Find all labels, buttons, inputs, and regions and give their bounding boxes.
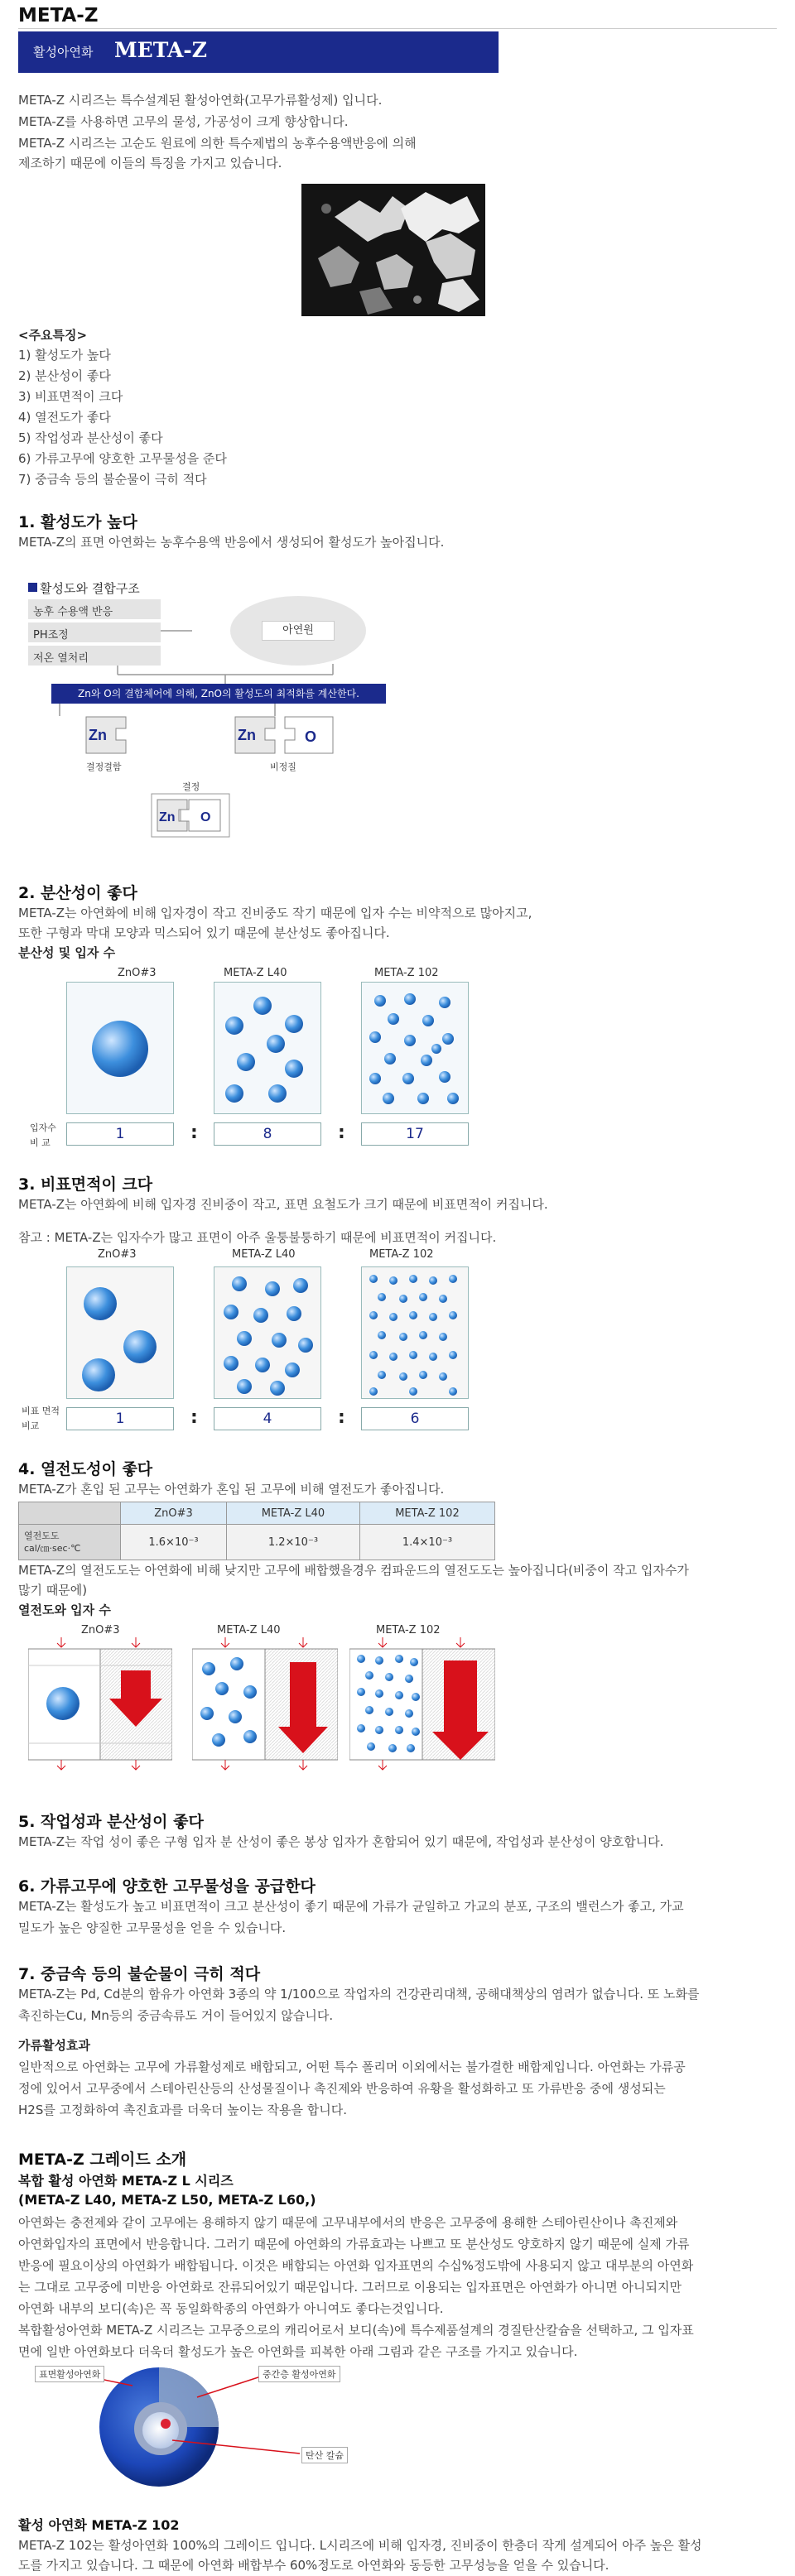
particle-sphere bbox=[67, 983, 173, 1113]
grade-desc: 반응에 필요이상의 아연화가 배합됩니다. 이것은 배합되는 아연화 입자표면의 수십%정도밖에 사용되지 않고 대부분의 아연화 bbox=[18, 2258, 694, 2273]
section-4-desc2: 많기 때문에) bbox=[18, 1583, 88, 1598]
section-7-desc2: 정에 있어서 고무중에서 스테아린산등의 산성물질이나 촉진제와 반응하여 유황을 활성화하고 또 가류반응 중에 생성되는 bbox=[18, 2081, 666, 2096]
ratio-value: 8 bbox=[214, 1122, 321, 1146]
label-amorphous: 비정질 bbox=[270, 762, 296, 772]
particle-box-l40 bbox=[214, 982, 321, 1114]
ratio-row-label: 입자수 bbox=[30, 1122, 56, 1133]
intro-line: 제조하기 때문에 이들의 특징을 가지고 있습니다. bbox=[18, 156, 282, 171]
grade-102-title: 활성 아연화 META-Z 102 bbox=[18, 2517, 180, 2533]
label-crystal-defect: 결정결함 bbox=[86, 762, 122, 772]
intro-line: META-Z 시리즈는 고순도 원료에 의한 특수제법의 농후수용액반응에 의해 bbox=[18, 136, 417, 151]
table-cell: 1.4×10⁻³ bbox=[359, 1525, 494, 1560]
feature-item: 1) 활성도가 높다 bbox=[18, 348, 111, 363]
ratio-value: 1 bbox=[66, 1122, 174, 1146]
grade-desc: 는 그대로 고무중에 미반응 아연화로 잔류되어있기 때문입니다. 그러므로 이용되는 입자표면은 아연화가 아니면 아니되지만 bbox=[18, 2280, 682, 2295]
thermal-box-l40 bbox=[192, 1637, 338, 1771]
svg-text:Zn: Zn bbox=[159, 810, 176, 824]
feature-item: 6) 가류고무에 양호한 고무물성을 준다 bbox=[18, 451, 227, 466]
svg-text:Zn: Zn bbox=[238, 727, 256, 743]
composite-particle-diagram bbox=[35, 2364, 416, 2488]
zinc-source-label: 아연원 bbox=[282, 624, 314, 637]
composite-sphere bbox=[35, 2364, 416, 2488]
page-title: META-Z bbox=[18, 5, 99, 26]
ratio-separator: : bbox=[190, 1122, 198, 1143]
section-3-desc: META-Z는 아연화에 비해 입자경 진비중이 작고, 표면 요철도가 크기 때문에 비표면적이 커집니다. bbox=[18, 1197, 548, 1212]
s2-label: ZnO#3 bbox=[118, 967, 157, 979]
ratio-separator: : bbox=[190, 1407, 198, 1428]
ratio-value: 17 bbox=[361, 1122, 469, 1146]
sphere-label-middle: 중간층 활성아연화 bbox=[258, 2366, 340, 2382]
grade-102-desc: META-Z 102는 활성아연화 100%의 그레이드 입니다. L시리즈에 비해 입자경, 진비중이 한층더 작게 설계되어 아주 높은 활성 bbox=[18, 2538, 702, 2553]
feature-item: 5) 작업성과 분산성이 좋다 bbox=[18, 430, 163, 445]
s4-label: META-Z L40 bbox=[217, 1624, 281, 1636]
diagram-title: 활성도와 결합구조 bbox=[40, 581, 140, 596]
section-6-desc: 밀도가 높은 양질한 고무물성을 얻을 수 있습니다. bbox=[18, 1920, 287, 1935]
ratio-value: 4 bbox=[214, 1407, 321, 1430]
title-underline bbox=[18, 28, 777, 29]
s4-label: META-Z 102 bbox=[376, 1624, 441, 1636]
section-6-desc: META-Z는 활성도가 높고 비표면적이 크고 분산성이 좋기 때문에 가류가 균일하고 가교의 분포, 구조의 밸런스가 좋고, 가교 bbox=[18, 1899, 684, 1914]
section-4-desc: META-Z가 혼입 된 고무는 아연화가 혼입 된 고무에 비해 열전도가 좋아집니다. bbox=[18, 1482, 445, 1497]
grade-title: META-Z 그레이드 소개 bbox=[18, 2151, 187, 2169]
s3-label: META-Z 102 bbox=[369, 1248, 434, 1261]
ratio-separator: : bbox=[338, 1407, 345, 1428]
section-3-note: 참고 : META-Z는 입자수가 많고 표면이 아주 울퉁불퉁하기 때문에 비표면적이 커집니다. bbox=[18, 1230, 497, 1245]
section-5-desc: META-Z는 작업 성이 좋은 구형 입자 분 산성이 좋은 봉상 입자가 혼합되어 있기 때문에, 작업성과 분산성이 양호합니다. bbox=[18, 1834, 664, 1849]
particle-spheres bbox=[214, 1267, 320, 1398]
zinc-source-ellipse bbox=[230, 596, 366, 666]
ratio-value: 6 bbox=[361, 1407, 469, 1430]
section-7-desc2: 일반적으로 아연화는 고무에 가류활성제로 배합되고, 어떤 특수 폴리머 이외에서는 불가결한 배합제입니다. 아연화는 가류공 bbox=[18, 2059, 686, 2074]
thermal-diagram bbox=[192, 1637, 338, 1771]
s2-label: META-Z 102 bbox=[374, 967, 439, 979]
section-7-sub: 가류활성효과 bbox=[18, 2038, 90, 2053]
s2-label: META-Z L40 bbox=[224, 967, 287, 979]
particle-spheres bbox=[362, 1267, 468, 1398]
diagram-banner bbox=[51, 684, 386, 704]
table-cell: 1.2×10⁻³ bbox=[226, 1525, 359, 1560]
micrograph-image bbox=[301, 184, 485, 316]
ratio-row-label: 비표 면적 bbox=[22, 1406, 60, 1416]
section-7-desc: 촉진하는Cu, Mn등의 중금속류도 거이 들어있지 않습니다. bbox=[18, 2008, 334, 2023]
thermal-diagram bbox=[28, 1637, 172, 1771]
table-header: META-Z L40 bbox=[226, 1502, 359, 1525]
particle-spheres bbox=[214, 983, 320, 1113]
amorphous-icon bbox=[234, 715, 341, 757]
section-4-desc2: META-Z의 열전도도는 아연화에 비해 낮지만 고무에 배합했을경우 컴파운드의 열전도도는 높아집니다(비중이 작고 입자수가 bbox=[18, 1563, 689, 1578]
intro-line: META-Z를 사용하면 고무의 물성, 가공성이 크게 향상합니다. bbox=[18, 114, 349, 129]
ratio-row-label: 비교 bbox=[22, 1420, 40, 1431]
zinc-source-label-box bbox=[262, 621, 335, 641]
condition-label: PH조정 bbox=[33, 629, 69, 642]
thermal-conductivity-table bbox=[18, 1502, 495, 1560]
surface-box-l40 bbox=[214, 1266, 321, 1399]
title-banner bbox=[18, 31, 499, 73]
table-cell: 1.6×10⁻³ bbox=[121, 1525, 227, 1560]
feature-item: 7) 중금속 등의 불순물이 극히 적다 bbox=[18, 472, 207, 487]
sphere-label-core: 탄산 칼슘 bbox=[301, 2447, 348, 2463]
row-label-line: 열전도도 bbox=[24, 1531, 60, 1541]
s3-label: ZnO#3 bbox=[98, 1248, 137, 1261]
section-1-title: 1. 활성도가 높다 bbox=[18, 513, 137, 531]
section-1-desc: META-Z의 표면 아연화는 농후수용액 반응에서 생성되어 활성도가 높아집니다. bbox=[18, 535, 445, 550]
condition-label: 저온 열처리 bbox=[33, 652, 89, 665]
grade-desc: 아연화입자의 표면에서 반응합니다. 그러기 때문에 아연화의 가류효과는 나쁘고 또 분산성도 양호하지 않기 때문에 실제 가류 bbox=[18, 2237, 690, 2252]
s4-label: ZnO#3 bbox=[81, 1624, 120, 1636]
particle-spheres bbox=[67, 1267, 173, 1398]
section-4-title: 4. 열전도성이 좋다 bbox=[18, 1460, 153, 1478]
section-2-title: 2. 분산성이 좋다 bbox=[18, 884, 137, 902]
section-5-title: 5. 작업성과 분산성이 좋다 bbox=[18, 1813, 204, 1831]
sphere-label-surface: 표면활성아연화 bbox=[35, 2366, 104, 2382]
row-label-line: cal/㎝·sec·℃ bbox=[24, 1543, 81, 1554]
banner-title: META-Z bbox=[114, 38, 207, 62]
features-heading: <주요특징> bbox=[18, 328, 88, 343]
crystal-defect-icon bbox=[84, 715, 134, 757]
thermal-box-102 bbox=[349, 1637, 495, 1771]
ratio-separator: : bbox=[338, 1122, 345, 1143]
activity-diagram bbox=[18, 571, 399, 861]
section-3-title: 3. 비표면적이 크다 bbox=[18, 1175, 153, 1194]
feature-item: 4) 열전도가 좋다 bbox=[18, 410, 111, 425]
thermal-box-zno3 bbox=[28, 1637, 172, 1771]
particle-spheres bbox=[362, 983, 468, 1113]
ratio-row-label: 비 교 bbox=[30, 1137, 51, 1148]
feature-item: 2) 분산성이 좋다 bbox=[18, 368, 111, 383]
section-7-title: 7. 중금속 등의 불순물이 극히 적다 bbox=[18, 1965, 261, 1983]
section-2-sub: 분산성 및 입자 수 bbox=[18, 945, 116, 960]
grade-102-desc: 도를 가지고 있습니다. 그 때문에 아연화 배합부수 60%정도로 아연화와 동등한 고무성능을 얻을 수 있습니다. bbox=[18, 2558, 610, 2573]
section-7-desc2: H2S를 고정화하여 촉진효과를 더욱더 높이는 작용을 합니다. bbox=[18, 2103, 347, 2117]
feature-item: 3) 비표면적이 크다 bbox=[18, 389, 123, 404]
label-crystal: 결정 bbox=[182, 781, 200, 792]
svg-text:Zn: Zn bbox=[89, 727, 107, 743]
grade-desc: 아연화 내부의 보디(속)은 꼭 동일화학종의 아연화가 아니여도 좋다는것입니다. bbox=[18, 2301, 444, 2316]
svg-text:O: O bbox=[200, 810, 211, 824]
grade-desc: 면에 일반 아연화보다 더욱더 활성도가 높은 아연화를 피복한 아래 그림과 같은 구조를 가지고 있습니다. bbox=[18, 2344, 578, 2359]
particle-box-102 bbox=[361, 982, 469, 1114]
svg-text:O: O bbox=[305, 728, 317, 745]
table-row-label bbox=[19, 1525, 121, 1560]
surface-box-102 bbox=[361, 1266, 469, 1399]
section-6-title: 6. 가류고무에 양호한 고무물성을 공급한다 bbox=[18, 1877, 316, 1896]
section-7-desc: META-Z는 Pd, Cd분의 함유가 아연화 3종의 약 1/100으로 작업자의 건강관리대책, 공해대책상의 염려가 없습니다. 또 노화를 bbox=[18, 1987, 700, 2002]
grade-sub1: 복합 활성 아연화 META-Z L 시리즈 bbox=[18, 2173, 234, 2189]
particle-box-zno3 bbox=[66, 982, 174, 1114]
section-4-sub: 열전도와 입자 수 bbox=[18, 1603, 111, 1617]
ratio-value: 1 bbox=[66, 1407, 174, 1430]
table-header: ZnO#3 bbox=[121, 1502, 227, 1525]
table-header: META-Z 102 bbox=[359, 1502, 494, 1525]
grade-sub2: (META-Z L40, META-Z L50, META-Z L60,) bbox=[18, 2192, 316, 2208]
s3-label: META-Z L40 bbox=[232, 1248, 296, 1261]
diagram-banner-text: Zn와 O의 결합체어에 의해, ZnO의 활성도의 최적화를 계산한다. bbox=[78, 688, 359, 699]
thermal-diagram bbox=[349, 1637, 495, 1771]
grade-desc: 아연화는 충전제와 같이 고무에는 용해하지 않기 때문에 고무내부에서의 반응은 고무중에 용해한 스테아린산이나 촉진제와 bbox=[18, 2215, 678, 2230]
surface-box-zno3 bbox=[66, 1266, 174, 1399]
section-2-desc: 또한 구형과 막대 모양과 믹스되어 있기 때문에 분산성도 좋아집니다. bbox=[18, 925, 390, 940]
grade-desc: 복합활성아연화 META-Z 시리즈는 고무중으로의 캐리어로서 보디(속)에 특수제품설계의 경질탄산칼슘을 선택하고, 그 입자표 bbox=[18, 2323, 694, 2338]
crystal-icon bbox=[151, 793, 234, 838]
section-2-desc: META-Z는 아연화에 비해 입자경이 작고 진비중도 작기 때문에 입자 수는 비약적으로 많아지고, bbox=[18, 906, 532, 920]
intro-line: META-Z 시리즈는 특수설계된 활성아연화(고무가류활성제) 입니다. bbox=[18, 93, 383, 108]
condition-label: 농후 수용액 반응 bbox=[33, 606, 113, 618]
table-corner bbox=[19, 1502, 121, 1525]
banner-subtitle: 활성아연화 bbox=[33, 45, 94, 60]
